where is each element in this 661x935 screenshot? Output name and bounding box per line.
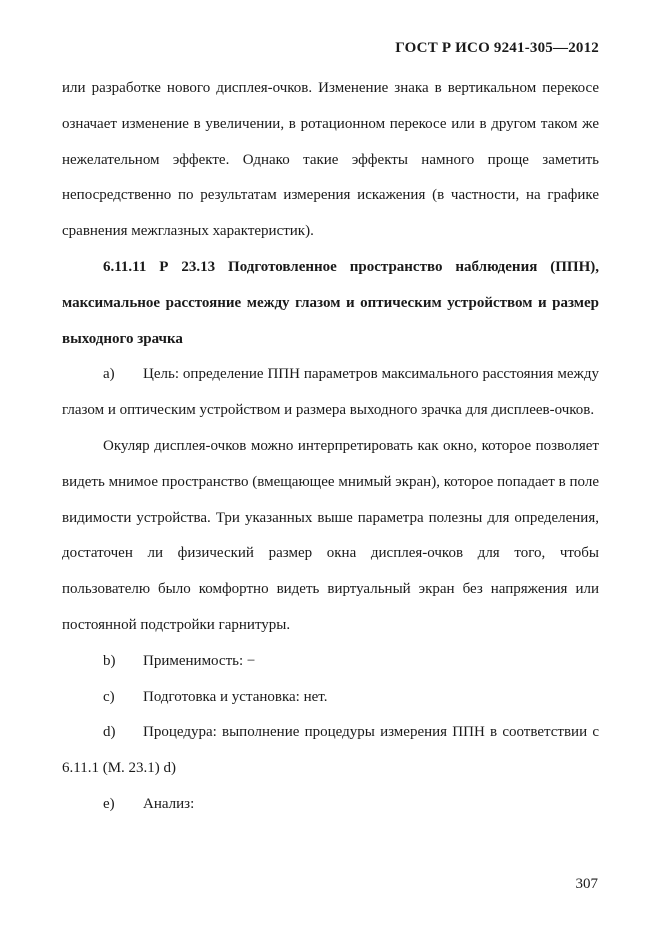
list-item-b (62, 644, 599, 680)
paragraph-eyepiece: Окуляр дисплея-очков можно интерпретировать как окно, которое позволяет видеть мнимое пространство (вмещающее мнимый экран), которое попадает в поле видимости устройства. Три указанных выше параметра полезны для определения, достаточен ли физический размер окна дисплея-очков для того, чтобы пользователю было комфортно видеть виртуальный экран без напряжения или постоянной подстройки гарнитуры. (62, 437, 599, 633)
page-number: 307 (575, 876, 598, 892)
list-item-e (62, 787, 599, 823)
list-marker-e: e) (103, 795, 115, 812)
paragraph-continuation: или разработке нового дисплея-очков. Изменение знака в вертикальном перекосе означает изменение в увеличении, в ротационном перекосе или в другом таком же нежелательном эффекте. Однако такие эффекты намного проще заметить непосредственно по результатам измерения искажения (в частности, на графике сравнения межглазных характеристик). (62, 80, 599, 240)
list-text-a: Цель: определение ППН параметров максимального расстояния между глазом и оптическим устройством и размера выходного зрачка для дисплеев-очков. (62, 366, 599, 419)
list-marker-d: d) (103, 724, 116, 741)
page-body (62, 71, 599, 823)
list-marker-c: c) (103, 688, 115, 705)
list-text-c: Подготовка и установка: нет. (143, 688, 328, 705)
list-text-b: Применимость: − (143, 652, 256, 669)
list-text-e: Анализ: (143, 795, 195, 812)
section-heading: 6.11.11 Р 23.13 Подготовленное пространство наблюдения (ППН), максимальное расстояние между глазом и оптическим устройством и размер выходного зрачка (62, 258, 599, 347)
list-item-d (62, 715, 599, 787)
list-item-a (62, 357, 599, 429)
document-header: ГОСТ Р ИСО 9241-305—2012 (395, 40, 599, 56)
list-text-d: Процедура: выполнение процедуры измерения ППН в соответствии с 6.11.1 (М. 23.1) d) (62, 724, 599, 777)
list-marker-b: b) (103, 652, 116, 669)
list-marker-a: a) (103, 366, 115, 383)
list-item-c (62, 680, 599, 716)
